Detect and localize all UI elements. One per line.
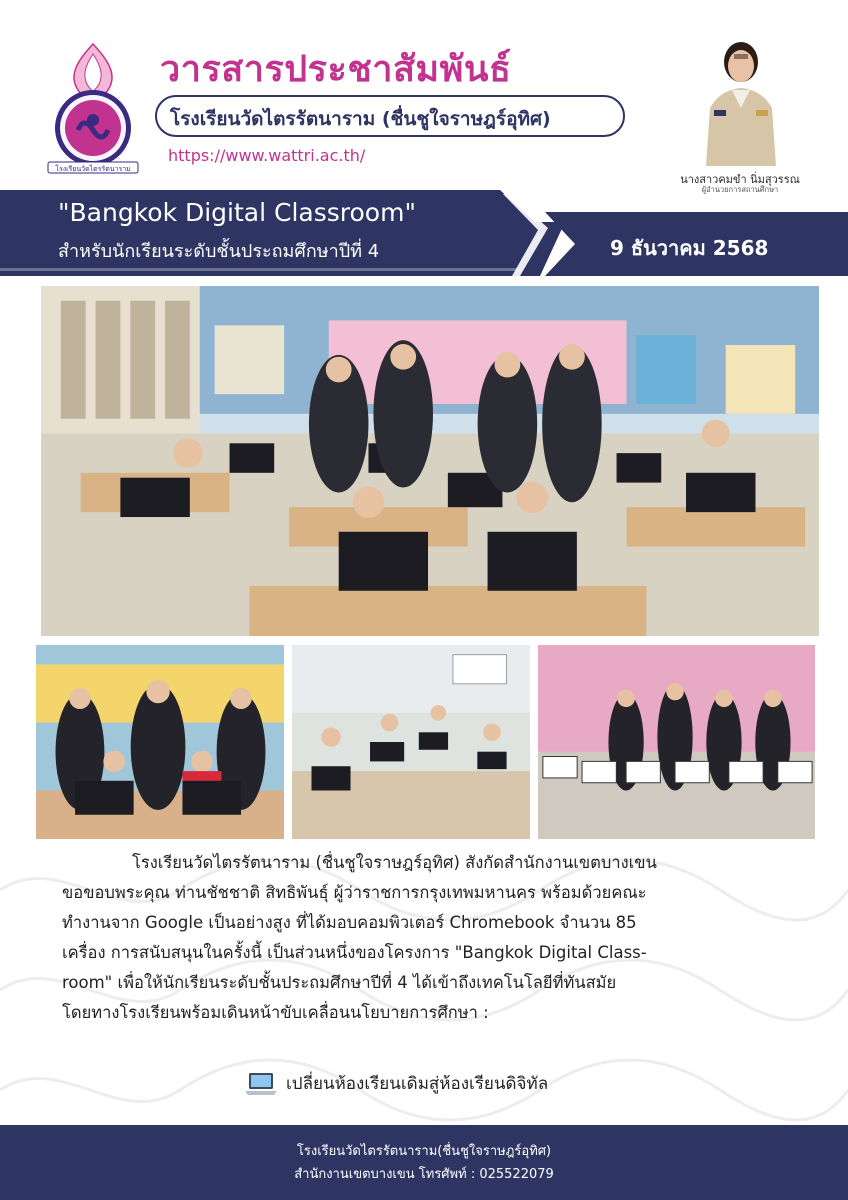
- article-line: ทำงานจาก Google เป็นอย่างสูง ที่ได้มอบคอมพิวเตอร์ Chromebook จำนวน 85: [62, 913, 637, 932]
- director-name: นางสาวคมขำ นิ่มสุวรรณ: [680, 173, 800, 186]
- school-name: โรงเรียนวัดไตรรัตนาราม (ชื่นชูใจราษฎร์อุทิศ): [170, 108, 551, 130]
- director-photo: [700, 28, 782, 166]
- main-classroom-photo: [38, 283, 822, 639]
- gallery-photo-1: [33, 642, 287, 842]
- gallery-photo-2: [289, 642, 533, 842]
- article-body: [62, 848, 802, 1028]
- highlight-text: เปลี่ยนห้องเรียนเดิมสู่ห้องเรียนดิจิทัล: [286, 1074, 549, 1094]
- article-line: โรงเรียนวัดไตรรัตนาราม (ชื่นชูใจราษฎร์อุทิศ) สังกัดสำนักงานเขตบางเขน: [132, 853, 657, 872]
- subheadline: สำหรับนักเรียนระดับชั้นประถมศึกษาปีที่ 4: [58, 241, 380, 262]
- footer-school-name: โรงเรียนวัดไตรรัตนาราม(ชื่นชูใจราษฎร์อุทิศ): [296, 1144, 552, 1159]
- logo-text: โรงเรียนวัดไตรรัตนาราม: [55, 165, 131, 173]
- page-title: วารสารประชาสัมพันธ์: [160, 49, 512, 90]
- article-line: room" เพื่อให้นักเรียนระดับชั้นประถมศึกษาปีที่ 4 ได้เข้าถึงเทคโนโลยีที่ทันสมัย: [62, 973, 617, 992]
- director-title: ผู้อำนวยการสถานศึกษา: [701, 185, 779, 194]
- laptop-icon: [244, 1071, 278, 1097]
- article-line: ขอขอบพระคุณ ท่านชัชชาติ สิทธิพันธุ์ ผู้ว่าราชการกรุงเทพมหานคร พร้อมด้วยคณะ: [62, 883, 647, 902]
- school-logo: [38, 40, 148, 175]
- headline: "Bangkok Digital Classroom": [58, 198, 416, 227]
- website-link[interactable]: https://www.wattri.ac.th/: [168, 146, 366, 165]
- highlight-item: [244, 1070, 548, 1097]
- gallery-photo-3: [535, 642, 818, 842]
- article-line: โดยทางโรงเรียนพร้อมเดินหน้าขับเคลื่อนนโยบายการศึกษา :: [62, 1003, 489, 1022]
- article-line: เครื่อง การสนับสนุนในครั้งนี้ เป็นส่วนหนึ่งของโครงการ "Bangkok Digital Class-: [62, 943, 647, 962]
- publish-date: 9 ธันวาคม 2568: [610, 236, 769, 260]
- footer-contact: สำนักงานเขตบางเขน โทรศัพท์ : 025522079: [294, 1167, 554, 1182]
